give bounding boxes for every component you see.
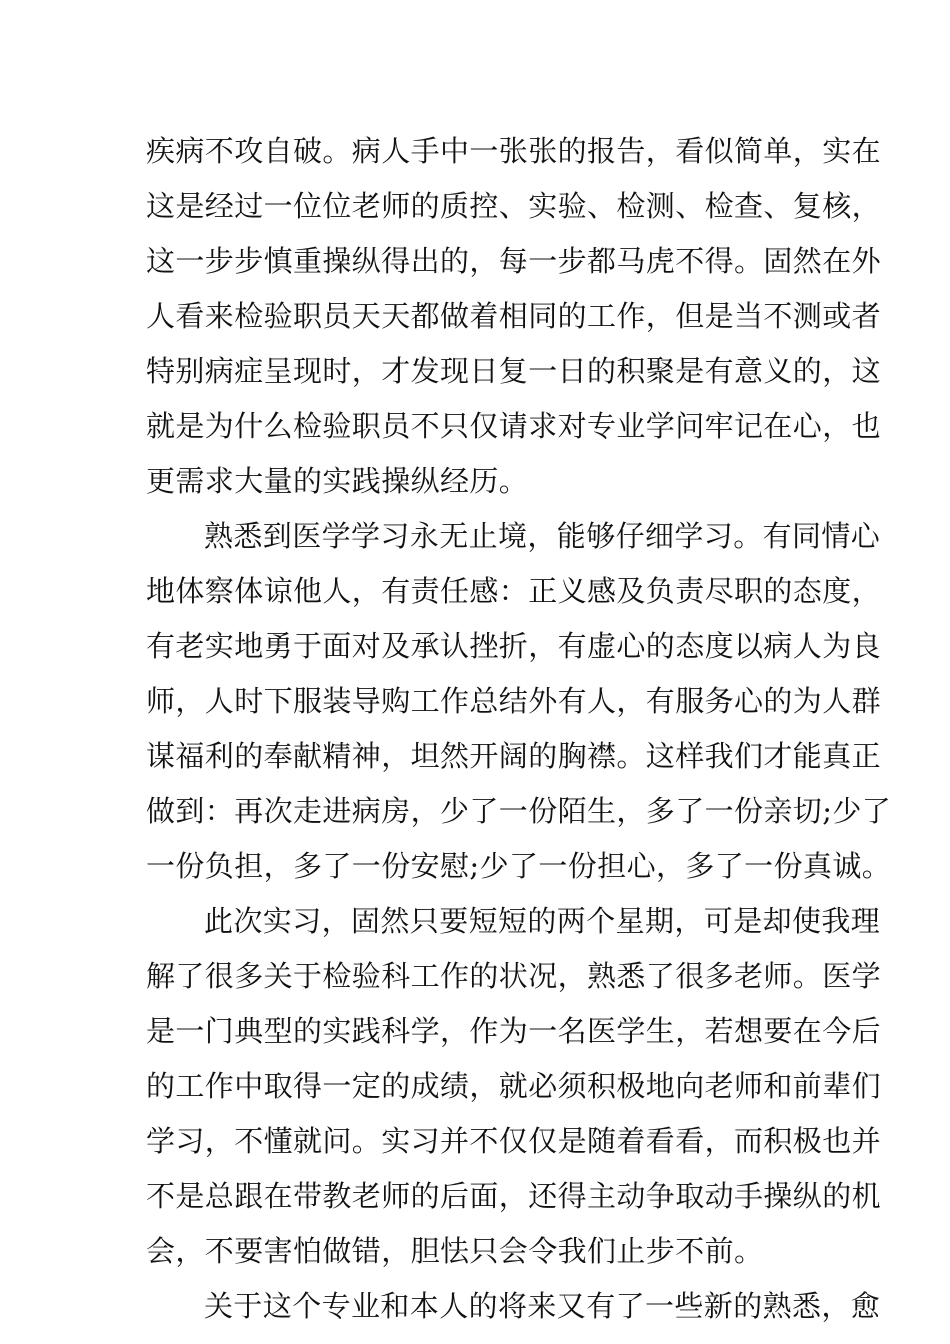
- body-text: [146, 124, 892, 1334]
- text-line: 地体察体谅他人，有责任感：正义感及负责尽职的态度，: [146, 574, 882, 608]
- text-line: 一份负担，多了一份安慰;少了一份担心，多了一份真诚。: [146, 849, 892, 883]
- text-line: 熟悉到医学学习永无止境，能够仔细学习。有同情心: [204, 519, 881, 553]
- paragraph-4: [146, 1279, 881, 1334]
- paragraph-2: [146, 509, 892, 894]
- text-line: 谋福利的奉献精神，坦然开阔的胸襟。这样我们才能真正: [146, 739, 882, 773]
- text-line: 特别病症呈现时，才发现日复一日的积聚是有意义的，这: [146, 354, 882, 388]
- text-line: 是一门典型的实践科学，作为一名医学生，若想要在今后: [146, 1014, 882, 1048]
- text-line: 更需求大量的实践操纵经历。: [146, 464, 529, 498]
- text-line: 学习，不懂就问。实习并不仅仅是随着看看，而积极也并: [146, 1124, 882, 1158]
- text-line: 此次实习，固然只要短短的两个星期，可是却使我理: [204, 904, 881, 938]
- text-line: 这是经过一位位老师的质控、实验、检测、检查、复核，: [146, 189, 882, 223]
- text-line: 师，人时下服装导购工作总结外有人，有服务心的为人群: [146, 684, 882, 718]
- text-line: 人看来检验职员天天都做着相同的工作，但是当不测或者: [146, 299, 882, 333]
- text-line: 解了很多关于检验科工作的状况，熟悉了很多老师。医学: [146, 959, 882, 993]
- text-line: 关于这个专业和本人的将来又有了一些新的熟悉，愈: [204, 1289, 881, 1323]
- paragraph-3: [146, 894, 882, 1279]
- text-line: 有老实地勇于面对及承认挫折，有虚心的态度以病人为良: [146, 629, 882, 663]
- text-line: 就是为什么检验职员不只仅请求对专业学问牢记在心，也: [146, 409, 882, 443]
- text-line: 做到：再次走进病房，少了一份陌生，多了一份亲切;少了: [146, 794, 892, 828]
- text-line: 这一步步慎重操纵得出的，每一步都马虎不得。固然在外: [146, 244, 882, 278]
- text-line: 的工作中取得一定的成绩，就必须积极地向老师和前辈们: [146, 1069, 882, 1103]
- paragraph-1: [146, 124, 882, 509]
- text-line: 疾病不攻自破。病人手中一张张的报告，看似简单，实在: [146, 134, 882, 168]
- text-line: 不是总跟在带教老师的后面，还得主动争取动手操纵的机: [146, 1179, 882, 1213]
- text-line: 会，不要害怕做错，胆怯只会令我们止步不前。: [146, 1234, 764, 1268]
